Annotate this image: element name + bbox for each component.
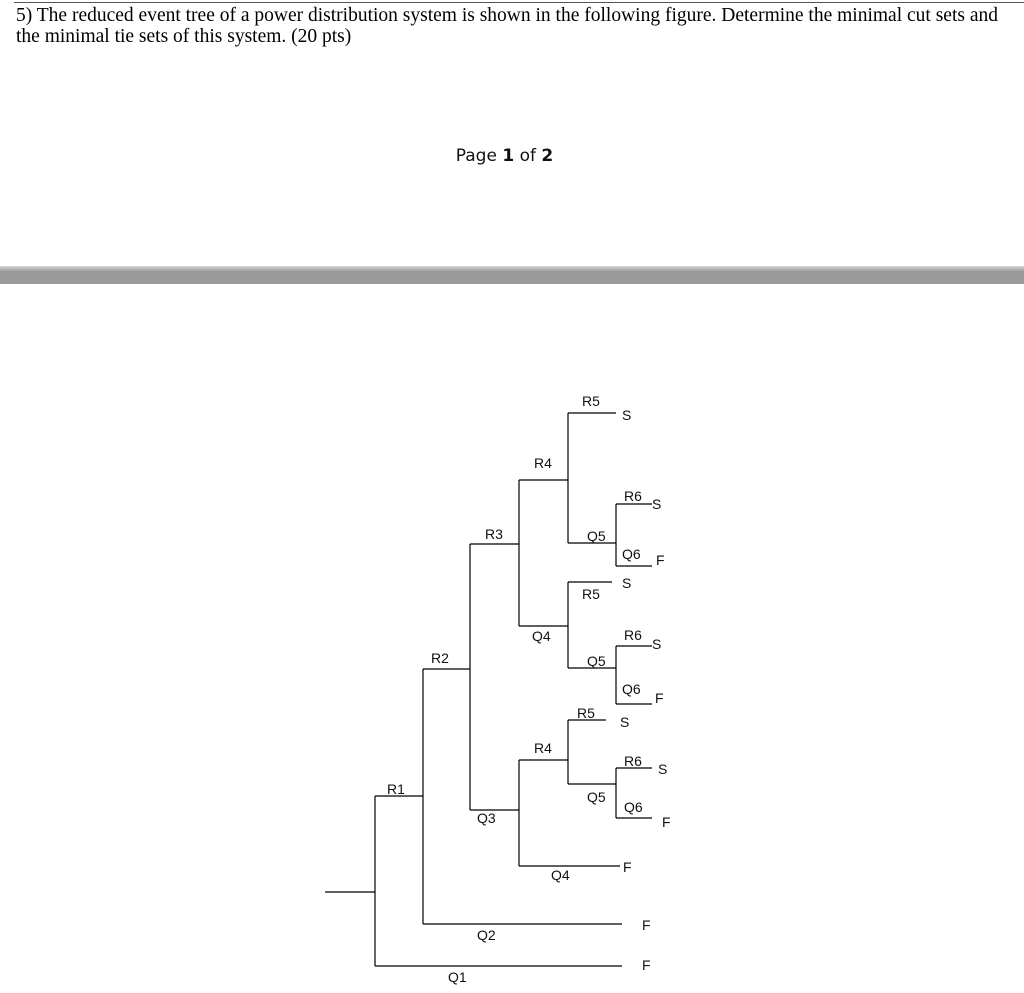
outcome-4: S xyxy=(622,575,632,591)
label-R6-a: R6 xyxy=(624,488,642,504)
outcome-3: F xyxy=(656,552,665,568)
label-Q4-upper: Q4 xyxy=(532,628,551,644)
label-R5-b: R5 xyxy=(582,586,600,602)
label-R2: R2 xyxy=(431,650,449,666)
label-R4-lower: R4 xyxy=(534,740,552,756)
page-middle: of xyxy=(514,146,542,166)
label-R6-c: R6 xyxy=(624,753,642,769)
outcome-9: F xyxy=(662,814,671,830)
outcome-10: F xyxy=(623,859,632,875)
outcome-11: F xyxy=(642,917,651,933)
outcome-12: F xyxy=(642,957,651,973)
question-text: 5) The reduced event tree of a power distribution system is shown in the following figure. Determine the minimal cut sets and the minimal tie sets of this system. (20 pts) xyxy=(16,5,998,47)
label-R1: R1 xyxy=(387,781,405,797)
label-Q4-lower: Q4 xyxy=(551,867,570,883)
label-R5-c: R5 xyxy=(577,705,595,721)
label-Q6-a: Q6 xyxy=(622,546,641,562)
label-Q6-b: Q6 xyxy=(622,681,641,697)
label-Q5-c: Q5 xyxy=(587,789,606,805)
label-R3: R3 xyxy=(485,526,503,542)
page-total: 2 xyxy=(541,146,554,166)
outcome-7: S xyxy=(620,714,630,730)
outcome-2: S xyxy=(652,496,662,512)
outcome-1: S xyxy=(622,407,632,423)
label-R5-a: R5 xyxy=(582,393,600,409)
label-R4-upper: R4 xyxy=(534,455,552,471)
label-Q2: Q2 xyxy=(477,927,496,943)
label-Q5-b: Q5 xyxy=(587,653,606,669)
label-Q6-c: Q6 xyxy=(624,799,643,815)
label-R6-b: R6 xyxy=(624,627,642,643)
outcome-6: F xyxy=(655,690,664,706)
outcome-5: S xyxy=(652,636,662,652)
outcome-8: S xyxy=(658,761,668,777)
label-Q5-a: Q5 xyxy=(587,528,606,544)
label-Q3: Q3 xyxy=(477,810,496,826)
page-prefix: Page xyxy=(455,146,503,166)
label-Q1: Q1 xyxy=(448,969,467,985)
page-current: 1 xyxy=(502,146,515,166)
